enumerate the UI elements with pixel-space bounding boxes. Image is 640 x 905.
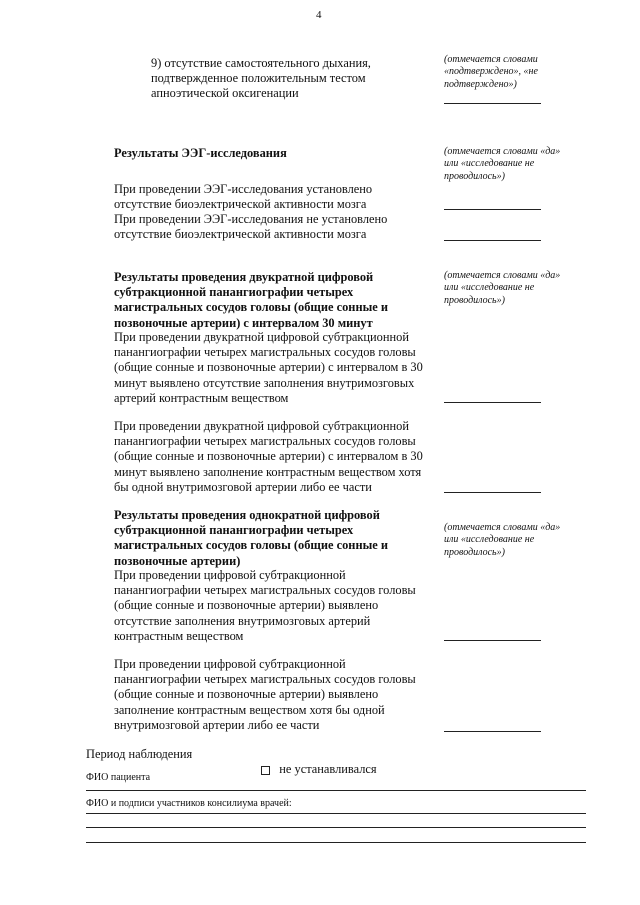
signature-line-2[interactable] — [86, 827, 586, 828]
observation-period-label: Период наблюдения — [86, 747, 193, 761]
signatures-label: ФИО и подписи участников консилиума врачей: — [86, 798, 292, 809]
signature-line-3[interactable] — [86, 842, 586, 843]
single-angio-text-filled: При проведении цифровой субтракционной панангиографии четырех магистральных сосудов головы (общие сонные и позвоночные артерии) выявлено заполнение контрастным веществом хотя бы одной внутримозговой артерии либо ее части — [114, 657, 416, 732]
item9-answer-line[interactable] — [444, 103, 541, 104]
single-angio-absent-answer-line[interactable] — [444, 640, 541, 641]
not-set-checkbox[interactable] — [261, 766, 270, 775]
item9-note: (отмечается словами «подтверждено», «не подтверждено») — [444, 54, 538, 90]
eeg-text-not-established: При проведении ЭЭГ-исследования не установлено отсутствие биоэлектрической активности мозга — [114, 212, 388, 242]
single-angio-text-absent: При проведении цифровой субтракционной панангиографии четырех магистральных сосудов головы (общие сонные и позвоночные артерии) выявлено отсутствие заполнения внутримозговых артерий контрастным веществом — [114, 568, 416, 643]
double-angio-heading: Результаты проведения двукратной цифровой субтракционной панангиографии четырех магистральных сосудов головы (общие сонные и позвоночные артерии) с интервалом 30 минут — [114, 270, 388, 330]
double-angio-absent-answer-line[interactable] — [444, 402, 541, 403]
eeg-heading: Результаты ЭЭГ-исследования — [114, 146, 287, 160]
double-angio-text-absent: При проведении двукратной цифровой субтракционной панангиографии четырех магистральных сосудов головы (общие сонные и позвоночные артерии) с интервалом в 30 минут выявлено отсутствие заполнения внутримозговых артерий контрастным веществом — [114, 330, 423, 405]
double-angio-text-filled: При проведении двукратной цифровой субтракционной панангиографии четырех магистральных сосудов головы (общие сонные и позвоночные артерии) с интервалом в 30 минут выявлено заполнение контрастным веществом хотя бы одной внутримозговой артерии либо ее части — [114, 419, 423, 494]
item9-text: 9) отсутствие самостоятельного дыхания, подтвержденное положительным тестом апноэтической оксигенации — [151, 56, 371, 101]
patient-name-label: ФИО пациента — [86, 772, 151, 783]
single-angio-filled-answer-line[interactable] — [444, 731, 541, 732]
double-angio-note: (отмечается словами «да» или «исследование не проводилось») — [444, 270, 561, 306]
eeg-note: (отмечается словами «да» или «исследование не проводилось») — [444, 146, 561, 182]
patient-name-line[interactable] — [86, 790, 586, 791]
eeg-established-answer-line[interactable] — [444, 209, 541, 210]
observation-not-set — [261, 747, 377, 777]
single-angio-heading: Результаты проведения однократной цифровой субтракционной панангиографии четырех магистральных сосудов головы (общие сонные и позвоночные артерии) — [114, 508, 388, 568]
not-set-label: не устанавливался — [279, 762, 377, 777]
eeg-text-established: При проведении ЭЭГ-исследования установлено отсутствие биоэлектрической активности мозга — [114, 182, 373, 212]
eeg-not-established-answer-line[interactable] — [444, 240, 541, 241]
page-number: 4 — [316, 9, 322, 21]
single-angio-note: (отмечается словами «да» или «исследование не проводилось») — [444, 522, 561, 558]
double-angio-filled-answer-line[interactable] — [444, 492, 541, 493]
signature-line-1[interactable] — [86, 813, 586, 814]
